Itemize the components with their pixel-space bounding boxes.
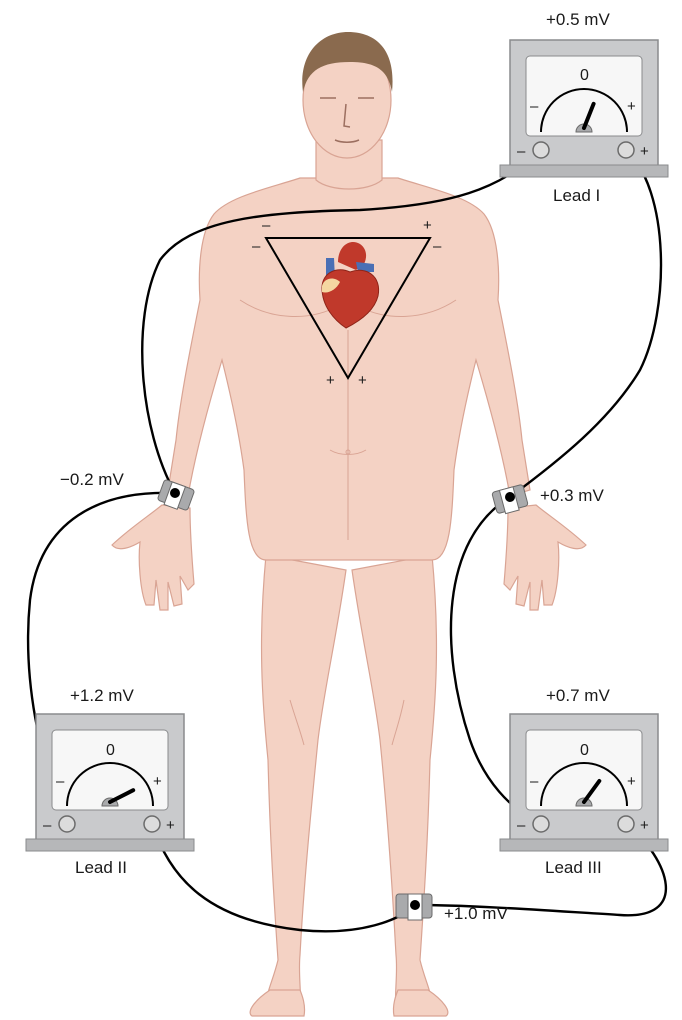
meter-lead-3-terminal-minus [533,816,549,832]
left-arm-potential: +0.3 mV [540,486,604,505]
meter-lead-2-terminal-plus [144,816,160,832]
left-foot [250,990,304,1016]
meter-lead-1-terminal-plus [618,142,634,158]
lead-1-label: Lead I [553,186,601,205]
meter-lead-3-terminal-minus-sign: – [517,817,526,834]
meter-lead-2-zero: 0 [106,742,115,759]
meter-lead-1-terminal-minus-sign: – [517,143,526,160]
meter-lead-2 [26,714,194,851]
lead-2-label: Lead II [75,858,127,877]
meter-lead-1-terminal-plus-sign: + [640,143,649,160]
tri-top-left-sign-b: – [252,238,261,255]
tri-top-right-sign-a: + [423,217,432,234]
meter-lead-3-dial-plus: + [627,773,636,790]
tri-bottom-sign-a: + [326,372,335,389]
meter-lead-3-terminal-plus-sign: + [640,817,649,834]
meter-lead-2-dial-minus: – [56,773,65,790]
lead-3-reading: +0.7 mV [546,686,610,705]
meter-lead-1 [500,40,668,177]
meter-lead-2-terminal-plus-sign: + [166,817,175,834]
tri-top-right-sign-b: – [433,238,442,255]
right-leg [352,555,436,1012]
lead-2-reading: +1.2 mV [70,686,134,705]
meter-lead-1-terminal-minus [533,142,549,158]
tri-top-left-sign-a: – [262,217,271,234]
human-figure [112,42,586,1016]
meter-lead-3-zero: 0 [580,742,589,759]
electrode-left-leg [396,894,432,920]
left-leg [262,555,346,1012]
meter-lead-3-dial-minus: – [530,773,539,790]
meter-lead-3 [500,714,668,851]
torso [168,178,530,560]
meter-lead-2-terminal-minus [59,816,75,832]
tri-bottom-sign-b: + [358,372,367,389]
meter-lead-1-dial-plus: + [627,98,636,115]
right-foot [393,990,447,1016]
meter-lead-2-terminal-minus-sign: – [43,817,52,834]
right-arm-potential: −0.2 mV [60,470,124,489]
left-leg-potential: +1.0 mV [444,904,508,923]
meter-lead-1-dial-minus: – [530,98,539,115]
lead-1-reading: +0.5 mV [546,10,610,29]
meter-lead-1-zero: 0 [580,67,589,84]
meter-lead-3-terminal-plus [618,816,634,832]
left-hand [504,505,586,610]
meter-lead-2-dial-plus: + [153,773,162,790]
lead-3-label: Lead III [545,858,602,877]
right-hand [112,505,194,610]
